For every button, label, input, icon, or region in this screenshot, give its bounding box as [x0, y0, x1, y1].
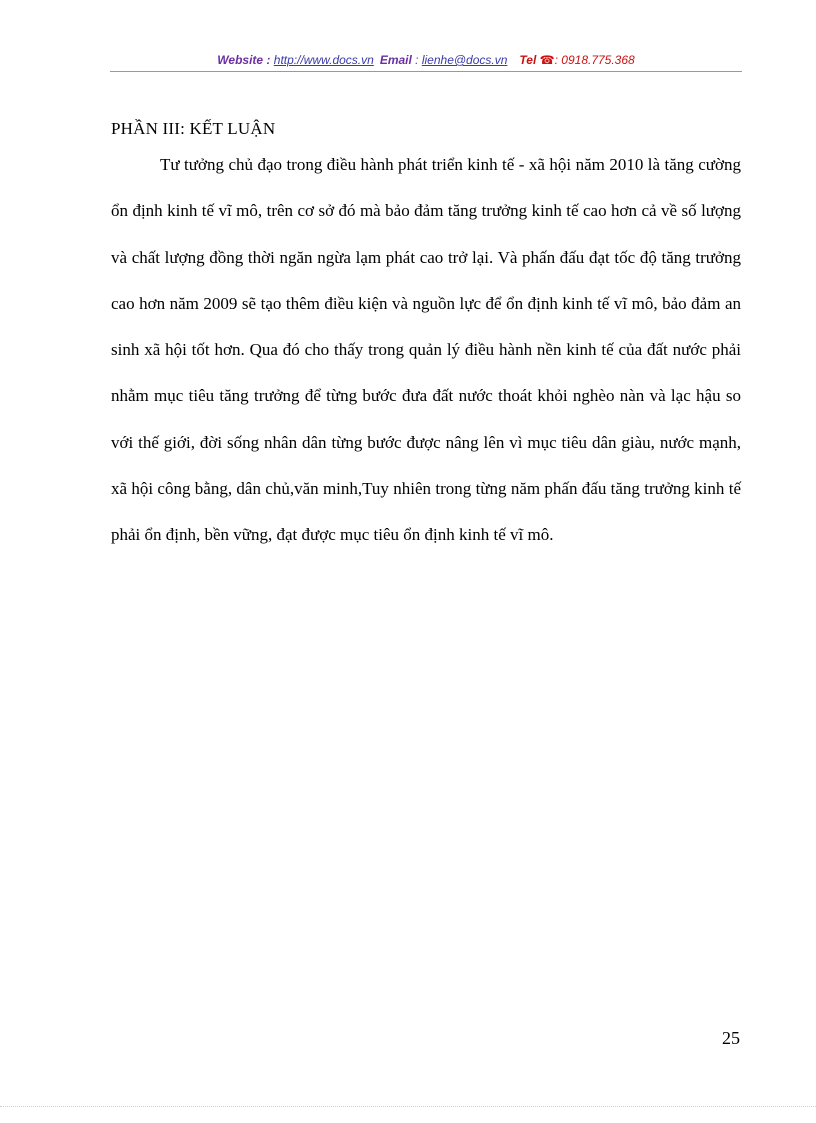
- website-link[interactable]: http://www.docs.vn: [273, 53, 374, 67]
- tel-label: Tel: [519, 53, 537, 67]
- body-paragraph: Tư tưởng chủ đạo trong điều hành phát triển kinh tế - xã hội năm 2010 là tăng cường ổn định kinh tế vĩ mô, trên cơ sở đó mà bảo đảm tăng trưởng kinh tế cao hơn cả về số lượng và chất lượng đồng thời ngăn ngừa lạm phát cao trở lại. Và phấn đấu đạt tốc độ tăng trưởng cao hơn năm 2009 sẽ tạo thêm điều kiện và nguồn lực để ổn định kinh tế vĩ mô, bảo đảm an sinh xã hội tốt hơn. Qua đó cho thấy trong quản lý điều hành nền kinh tế của đất nước phải nhằm mục tiêu tăng trưởng để từng bước đưa đất nước thoát khỏi nghèo nàn và lạc hậu so với thế giới, đời sống nhân dân từng bước được nâng lên vì mục tiêu dân giàu, nước mạnh, xã hội công bằng, dân chủ,văn minh,Tuy nhiên trong từng năm phấn đấu tăng trưởng kinh tế phải ổn định, bền vững, đạt được mục tiêu ổn định kinh tế vĩ mô.: [111, 155, 741, 545]
- page-bottom-border: [0, 1106, 816, 1107]
- email-separator: :: [411, 53, 422, 67]
- page-header: [110, 53, 742, 67]
- phone-icon: ☎: [539, 53, 555, 67]
- email-label: Email: [379, 53, 412, 67]
- section-title: PHẦN III: KẾT LUẬN: [111, 119, 276, 138]
- header-divider: [110, 71, 742, 72]
- email-link[interactable]: lienhe@docs.vn: [421, 53, 508, 67]
- tel-value: : 0918.775.368: [554, 53, 635, 67]
- website-label: Website :: [217, 53, 274, 67]
- page-number: 25: [722, 1028, 740, 1048]
